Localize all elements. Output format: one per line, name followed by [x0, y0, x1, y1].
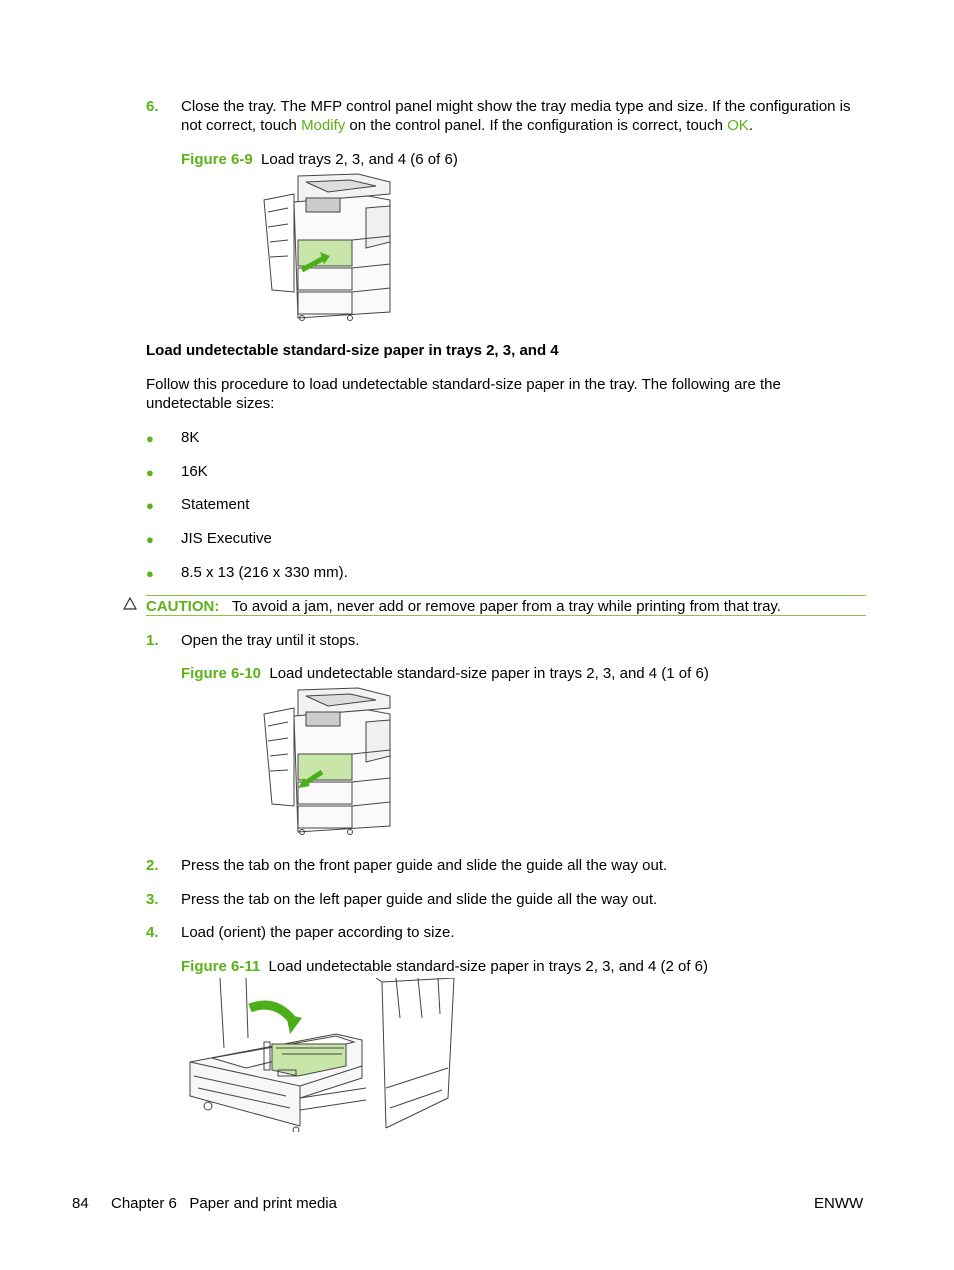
figure-6-9-caption: Figure 6-9 Load trays 2, 3, and 4 (6 of 6)	[181, 151, 458, 168]
modify-link[interactable]: Modify	[301, 117, 346, 134]
size-item: JIS Executive	[181, 530, 272, 547]
step-2-text: Press the tab on the front paper guide and slide the guide all the way out.	[181, 857, 668, 874]
caution-text: To avoid a jam, never add or remove paper from a tray while printing from that tray.	[231, 598, 781, 615]
size-item: 8K	[181, 429, 200, 446]
figure-6-11-tray-illustration	[186, 978, 458, 1132]
step-4-number: 4.	[146, 924, 159, 941]
figure-6-10-caption: Figure 6-10 Load undetectable standard-size paper in trays 2, 3, and 4 (1 of 6)	[181, 665, 709, 682]
figure-6-11-caption: Figure 6-11 Load undetectable standard-size paper in trays 2, 3, and 4 (2 of 6)	[181, 958, 708, 975]
footer-chapter: Chapter 6 Paper and print media	[111, 1195, 337, 1212]
section-heading: Load undetectable standard-size paper in trays 2, 3, and 4	[146, 342, 559, 359]
bullet-icon: ●	[146, 566, 154, 581]
bullet-icon: ●	[146, 465, 154, 480]
step-2-number: 2.	[146, 857, 159, 874]
footer-right-label: ENWW	[814, 1195, 864, 1212]
size-item: 16K	[181, 463, 208, 480]
step-6-number: 6.	[146, 98, 159, 115]
caution-triangle-icon	[123, 597, 137, 611]
step-3-number: 3.	[146, 891, 159, 908]
bullet-icon: ●	[146, 532, 154, 547]
step-1-number: 1.	[146, 632, 159, 649]
figure-6-10-printer-illustration	[258, 686, 398, 836]
ok-link[interactable]: OK	[727, 117, 749, 134]
step-1-text: Open the tray until it stops.	[181, 632, 360, 649]
step-4-text: Load (orient) the paper according to size.	[181, 924, 455, 941]
page-number: 84	[72, 1195, 89, 1212]
figure-6-9-printer-illustration	[258, 172, 398, 322]
size-item: Statement	[181, 496, 250, 513]
section-intro: Follow this procedure to load undetectable standard-size paper in the tray. The following are the undetectable sizes:	[146, 376, 781, 412]
caution-note	[146, 597, 781, 616]
caution-label: CAUTION:	[146, 598, 220, 615]
bullet-icon: ●	[146, 431, 154, 446]
step-6-text: Close the tray. The MFP control panel might show the tray media type and size. If the configuration is not correct, touch Modify on the control panel. If the configuration is correct, touch OK.	[181, 98, 851, 134]
size-item: 8.5 x 13 (216 x 330 mm).	[181, 564, 348, 581]
bullet-icon: ●	[146, 498, 154, 513]
step-3-text: Press the tab on the left paper guide and slide the guide all the way out.	[181, 891, 658, 908]
